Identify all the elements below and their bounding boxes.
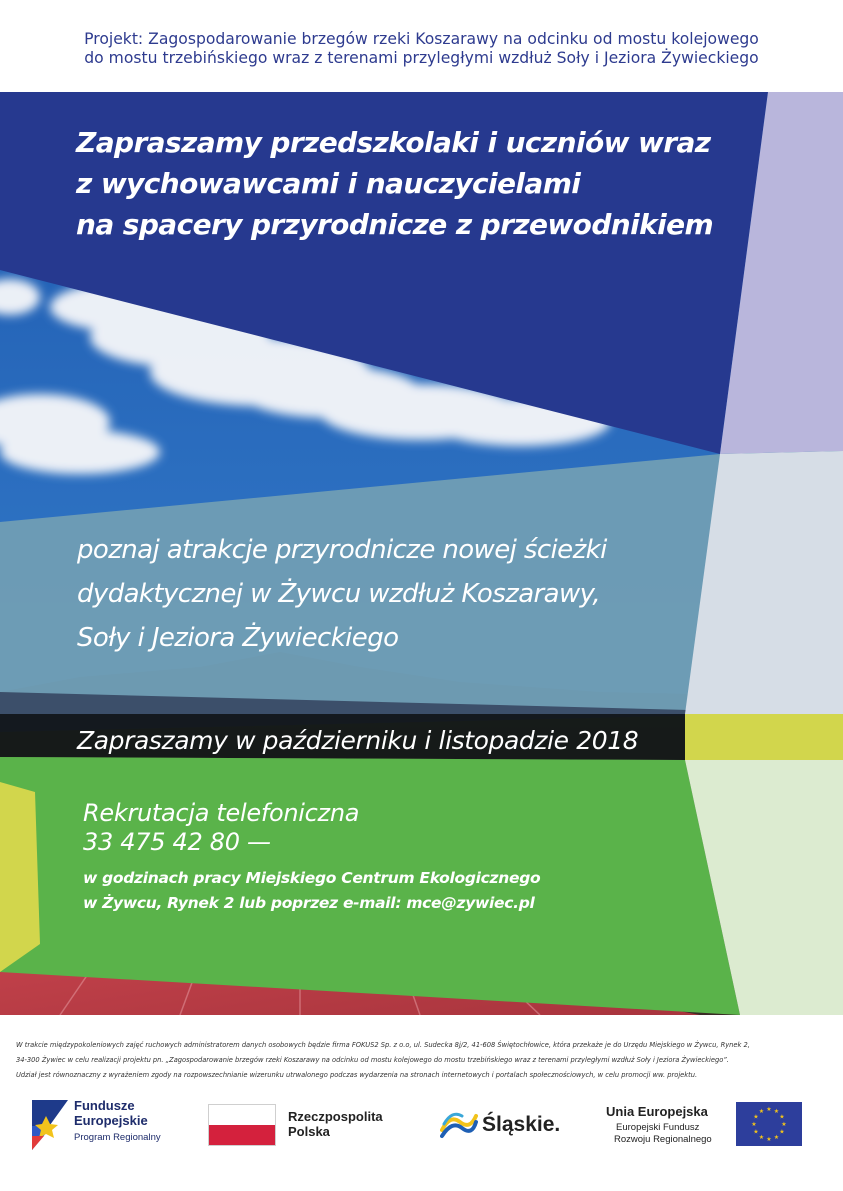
svg-text:★: ★ — [751, 1121, 757, 1128]
svg-text:★: ★ — [779, 1128, 785, 1136]
slaskie-logo — [440, 1108, 580, 1144]
fe-star-icon — [30, 1096, 70, 1152]
discover-line: dydaktycznej w Żywcu wzdłuż Koszarawy, — [77, 579, 601, 609]
recruitment-contact-line: w Żywcu, Rynek 2 lub poprzez e-mail: mce@zywiec.pl — [83, 894, 535, 912]
invitation-line: Zapraszamy przedszkolaki i uczniów wraz — [76, 126, 711, 159]
project-header-line-1: Projekt: Zagospodarowanie brzegów rzeki Koszarawy na odcinku od mostu kolejowego — [84, 30, 759, 48]
yellow-wedge — [0, 782, 40, 972]
dates-text: Zapraszamy w październiku i listopadzie 2018 — [77, 726, 639, 755]
poster-graphic — [0, 92, 843, 1015]
recruitment-details — [83, 866, 540, 916]
discover-line: poznaj atrakcje przyrodnicze nowej ścieżki — [77, 535, 607, 565]
svg-text:★: ★ — [779, 1113, 785, 1121]
svg-text:★: ★ — [766, 1136, 772, 1143]
project-header-line-2: do mostu trzebińskiego wraz z terenami przyległymi wzdłuż Soły i Jeziora Żywieckiego — [84, 49, 759, 67]
slaskie-name: Śląskie. — [482, 1113, 561, 1136]
svg-text:★: ★ — [753, 1113, 759, 1121]
data-privacy-footnote — [16, 1038, 828, 1083]
rp-line-2: Polska — [288, 1124, 330, 1139]
footnote-line: 34-300 Żywiec w celu realizacji projektu pn. „Zagospodarowanie brzegów rzeki Koszarawy na odcinku od mostu kolejowego do mostu trzebińskiego wraz z terenami przyległymi wzdłuż Soły i Jeziora Żywieckiego”. — [16, 1056, 729, 1064]
funding-logos-bar — [0, 1090, 843, 1160]
recruitment-title: Rekrutacja telefoniczna — [83, 799, 360, 827]
recruitment-hours-line: w godzinach pracy Miejskiego Centrum Ekologicznego — [83, 869, 541, 887]
polish-flag-icon — [208, 1104, 276, 1146]
unia-europejska-logo — [606, 1102, 816, 1150]
yellow-strip — [685, 714, 843, 760]
svg-text:★: ★ — [773, 1108, 780, 1115]
eu-flag-icon — [736, 1102, 802, 1146]
ue-line-2: Europejski Fundusz — [616, 1122, 700, 1133]
discover-line: Soły i Jeziora Żywieckiego — [77, 623, 399, 653]
footnote-line: W trakcie międzypokoleniowych zajęć ruchowych administratorem danych osobowych będzie firma FOKUS2 Sp. z o.o, ul. Sudecka 8j/2, 41-608 Świętochłowice, która przekaże je do Urzędu Miejskiego w Żywcu, Rynek 2, — [16, 1041, 750, 1049]
ue-line-3: Rozwoju Regionalnego — [614, 1134, 712, 1145]
fe-line-3: Program Regionalny — [74, 1132, 161, 1143]
fe-line-1: Fundusze — [74, 1098, 135, 1113]
invitation-text — [76, 122, 713, 245]
slaskie-wave-icon — [440, 1108, 478, 1140]
rzeczpospolita-polska-logo — [208, 1104, 418, 1146]
ue-line-1: Unia Europejska — [606, 1104, 708, 1119]
svg-text:★: ★ — [758, 1108, 765, 1115]
recruitment-heading — [83, 799, 359, 857]
svg-text:★: ★ — [773, 1134, 780, 1141]
svg-text:★: ★ — [766, 1106, 772, 1113]
invitation-line: na spacery przyrodnicze z przewodnikiem — [76, 208, 714, 241]
footnote-line: Udział jest równoznaczny z wyrażeniem zgody na rozpowszechnianie wizerunku utrwalonego podczas wydarzenia na stronach internetowych i portalach społecznościowych, w celu promocji ww. projektu. — [16, 1071, 698, 1079]
project-header — [0, 30, 843, 68]
svg-text:★: ★ — [758, 1134, 765, 1141]
rp-line-1: Rzeczpospolita — [288, 1109, 383, 1124]
recruitment-phone: 33 475 42 80 — — [83, 828, 271, 856]
fundusze-europejskie-logo — [30, 1096, 200, 1152]
fe-line-2: Europejskie — [74, 1113, 148, 1128]
svg-text:★: ★ — [781, 1121, 787, 1128]
invitation-line: z wychowawcami i nauczycielami — [76, 167, 581, 200]
svg-text:★: ★ — [753, 1128, 759, 1136]
discover-text — [77, 528, 607, 660]
